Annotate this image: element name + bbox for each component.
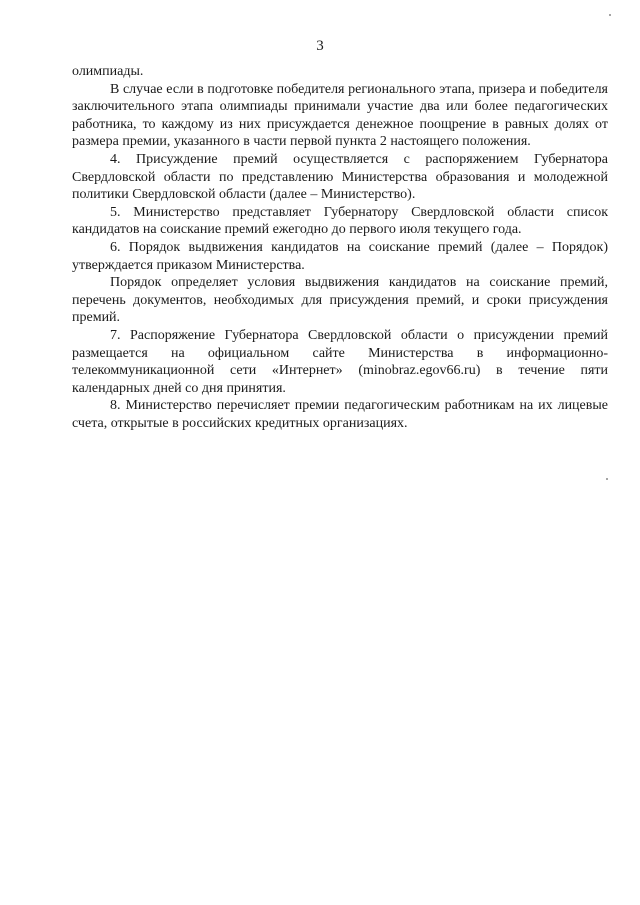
scan-speck — [609, 14, 611, 16]
paragraph-item-8: 8. Министерство перечисляет премии педагогическим работникам на их лицевые счета, открытые в российских кредитных организациях. — [72, 398, 608, 431]
paragraph-item-4: 4. Присуждение премий осуществляется с распоряжением Губернатора Свердловской области по представлению Министерства образования и молодежной политики Свердловской области (далее – Министерство). — [72, 151, 608, 203]
paragraph-procedure: Порядок определяет условия выдвижения кандидатов на соискание премий, перечень документов, необходимых для присуждения премий, и сроки присуждения премий. — [72, 275, 608, 326]
scan-speck — [606, 478, 608, 480]
paragraph-item-6: 6. Порядок выдвижения кандидатов на соискание премий (далее – Порядок) утверждается приказом Министерства. — [72, 239, 608, 273]
page-number: 3 — [316, 38, 324, 54]
paragraph-continuation: олимпиады. — [72, 64, 144, 79]
paragraph-shared-bonus: В случае если в подготовке победителя регионального этапа, призера и победителя заключительного этапа олимпиады принимали участие два или более педагогических работника, то каждому из них присуждается денежное поощрение в равных долях от размера премии, указанного в части первой пункта 2 настоящего положения. — [72, 81, 608, 150]
paragraph-item-5: 5. Министерство представляет Губернатору Свердловской области список кандидатов на соискание премий ежегодно до первого июля текущего года. — [72, 204, 608, 238]
document-body — [72, 63, 608, 432]
paragraph-item-7: 7. Распоряжение Губернатора Свердловской области о присуждении премий размещается на официальном сайте Министерства в информационно-телекоммуникационной сети «Интернет» (minobraz.egov66.ru) в течение пяти календарных дней со дня принятия. — [72, 327, 608, 396]
